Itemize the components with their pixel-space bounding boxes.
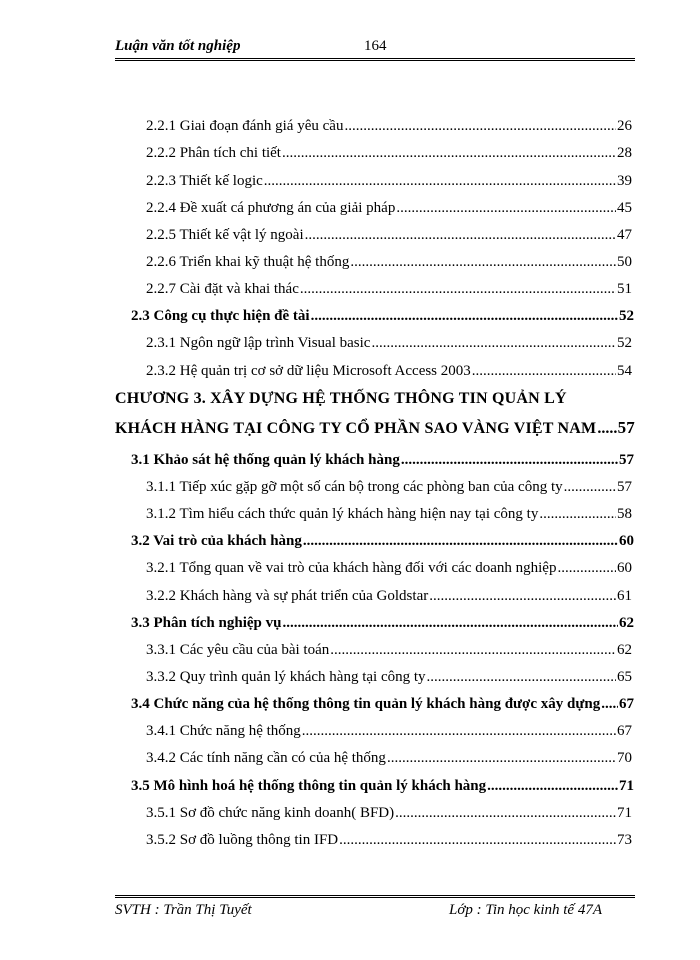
toc-entry[interactable] [146, 279, 632, 301]
toc-entry-page: 54 [617, 363, 632, 379]
toc-entry-label: 3.2.1 Tổng quan về vai trò của khách hàng đối với các doanh nghiệp [146, 560, 557, 576]
toc-entry-page: 50 [617, 254, 632, 270]
toc-entry-label: 3.1 Khảo sát hệ thống quản lý khách hàng [131, 452, 400, 468]
toc-entry-page: 60 [619, 533, 634, 549]
toc-entry-label: 3.4.2 Các tính năng cần có của hệ thống [146, 750, 386, 766]
toc-leader-dots [387, 748, 616, 768]
toc-entry-page: 57 [617, 479, 632, 495]
toc-entry-page: 73 [617, 832, 632, 848]
header-page-number: 164 [364, 38, 387, 54]
toc-leader-dots [305, 225, 616, 245]
toc-entry-page: 52 [619, 308, 634, 324]
toc-entry-label: 2.2.3 Thiết kế logic [146, 173, 263, 189]
toc-entry[interactable] [146, 198, 632, 220]
toc-entry-label: 2.3.1 Ngôn ngữ lập trình Visual basic [146, 335, 371, 351]
toc-entry[interactable] [146, 558, 632, 580]
header-divider [115, 58, 635, 61]
toc-chapter-label: CHƯƠNG 3. XÂY DỰNG HỆ THỐNG THÔNG TIN QUẢN LÝ [115, 390, 567, 407]
toc-leader-dots [339, 830, 616, 850]
toc-entry[interactable] [146, 721, 632, 743]
toc-section-entry[interactable] [131, 531, 634, 553]
toc-entry-page: 28 [617, 145, 632, 161]
toc-leader-dots [344, 116, 616, 136]
toc-entry-page: 57 [619, 452, 634, 468]
toc-leader-dots [264, 171, 616, 191]
toc-leader-dots [427, 667, 616, 687]
toc-entry-label: 2.3 Công cụ thực hiện đề tài [131, 308, 310, 324]
toc-entry-page: 57 [617, 418, 635, 437]
toc-leader-dots [350, 252, 616, 272]
toc-entry-page: 52 [617, 335, 632, 351]
toc-entry-label: 3.3.2 Quy trình quản lý khách hàng tại công ty [146, 669, 426, 685]
toc-entry-page: 39 [617, 173, 632, 189]
toc-entry[interactable] [146, 225, 632, 247]
toc-leader-dots [487, 776, 618, 796]
toc-entry[interactable] [146, 361, 632, 383]
toc-entry-label: 3.4.1 Chức năng hệ thống [146, 723, 301, 739]
footer-divider [115, 895, 635, 898]
toc-leader-dots [395, 803, 616, 823]
toc-entry[interactable] [146, 504, 632, 526]
toc-chapter-entry[interactable] [115, 418, 635, 440]
toc-leader-dots [303, 531, 618, 551]
toc-entry[interactable] [146, 116, 632, 138]
toc-section-entry[interactable] [131, 613, 634, 635]
toc-leader-dots [557, 558, 616, 578]
toc-leader-dots [302, 721, 616, 741]
toc-entry-page: 62 [619, 615, 634, 631]
toc-entry-page: 65 [617, 669, 632, 685]
toc-entry-label: 2.2.2 Phân tích chi tiết [146, 145, 281, 161]
toc-entry[interactable] [146, 748, 632, 770]
toc-entry-label: 3.1.2 Tìm hiểu cách thức quản lý khách hàng hiện nay tại công ty [146, 506, 539, 522]
toc-leader-dots [564, 477, 616, 497]
toc-entry-label: 3.4 Chức năng của hệ thống thông tin quản lý khách hàng được xây dựng [131, 696, 601, 712]
toc-entry-label: 3.2 Vai trò của khách hàng [131, 533, 302, 549]
toc-leader-dots [396, 198, 616, 218]
toc-entry-page: 45 [617, 200, 632, 216]
toc-entry-page: 71 [619, 778, 634, 794]
toc-section-entry[interactable] [131, 694, 634, 716]
toc-entry-page: 70 [617, 750, 632, 766]
toc-section-entry[interactable] [131, 450, 634, 472]
toc-entry-page: 26 [617, 118, 632, 134]
toc-entry-label: 3.5.2 Sơ đồ luồng thông tin IFD [146, 832, 339, 848]
toc-entry[interactable] [146, 333, 632, 355]
toc-leader-dots [597, 419, 616, 439]
toc-leader-dots [282, 143, 616, 163]
toc-leader-dots [601, 694, 618, 714]
toc-chapter-title[interactable] [115, 389, 635, 411]
toc-entry-label: 2.2.7 Cài đặt và khai thác [146, 281, 299, 297]
toc-entry-label: 2.2.1 Giai đoạn đánh giá yêu cầu [146, 118, 344, 134]
toc-entry-label: 2.2.5 Thiết kế vật lý ngoài [146, 227, 304, 243]
toc-entry-page: 58 [617, 506, 632, 522]
page-header [115, 36, 635, 56]
toc-entry[interactable] [146, 171, 632, 193]
footer-class: Lớp : Tin học kinh tế 47A [449, 902, 602, 918]
toc-chapter-label: KHÁCH HÀNG TẠI CÔNG TY CỔ PHẦN SAO VÀNG VIỆT NAM [115, 420, 597, 437]
toc-entry-label: 3.5.1 Sơ đồ chức năng kinh doanh( BFD) [146, 805, 395, 821]
toc-entry-label: 3.2.2 Khách hàng và sự phát triển của Goldstar [146, 588, 429, 604]
toc-leader-dots [330, 640, 616, 660]
toc-entry[interactable] [146, 667, 632, 689]
toc-leader-dots [311, 306, 618, 326]
toc-leader-dots [539, 504, 616, 524]
header-title: Luận văn tốt nghiệp [115, 38, 241, 54]
toc-entry-label: 2.3.2 Hệ quản trị cơ sở dữ liệu Microsoft Access 2003 [146, 363, 471, 379]
toc-leader-dots [300, 279, 616, 299]
toc-entry[interactable] [146, 640, 632, 662]
toc-entry-label: 3.3 Phân tích nghiệp vụ [131, 615, 282, 631]
toc-section-entry[interactable] [131, 306, 634, 328]
toc-entry-label: 3.3.1 Các yêu cầu của bài toán [146, 642, 330, 658]
toc-entry[interactable] [146, 143, 632, 165]
toc-entry-page: 67 [617, 723, 632, 739]
toc-leader-dots [371, 333, 616, 353]
toc-entry-page: 47 [617, 227, 632, 243]
toc-leader-dots [429, 586, 616, 606]
toc-entry-page: 71 [617, 805, 632, 821]
toc-entry-page: 67 [619, 696, 634, 712]
toc-entry[interactable] [146, 477, 632, 499]
toc-entry-page: 61 [617, 588, 632, 604]
toc-entry[interactable] [146, 252, 632, 274]
toc-leader-dots [401, 450, 618, 470]
toc-entry-label: 2.2.4 Đề xuất cá phương án của giải pháp [146, 200, 396, 216]
toc-entry-label: 3.1.1 Tiếp xúc gặp gỡ một số cán bộ trong các phòng ban của công ty [146, 479, 563, 495]
toc-entry-page: 60 [617, 560, 632, 576]
toc-entry-page: 51 [617, 281, 632, 297]
toc-entry-page: 62 [617, 642, 632, 658]
toc-entry-label: 3.5 Mô hình hoá hệ thống thông tin quản lý khách hàng [131, 778, 487, 794]
toc-entry[interactable] [146, 803, 632, 825]
toc-leader-dots [282, 613, 618, 633]
toc-entry-label: 2.2.6 Triển khai kỹ thuật hệ thống [146, 254, 350, 270]
footer-student: SVTH : Trần Thị Tuyết [115, 902, 252, 918]
toc-leader-dots [472, 361, 616, 381]
toc-section-entry[interactable] [131, 776, 634, 798]
toc-entry[interactable] [146, 830, 632, 852]
toc-entry[interactable] [146, 586, 632, 608]
